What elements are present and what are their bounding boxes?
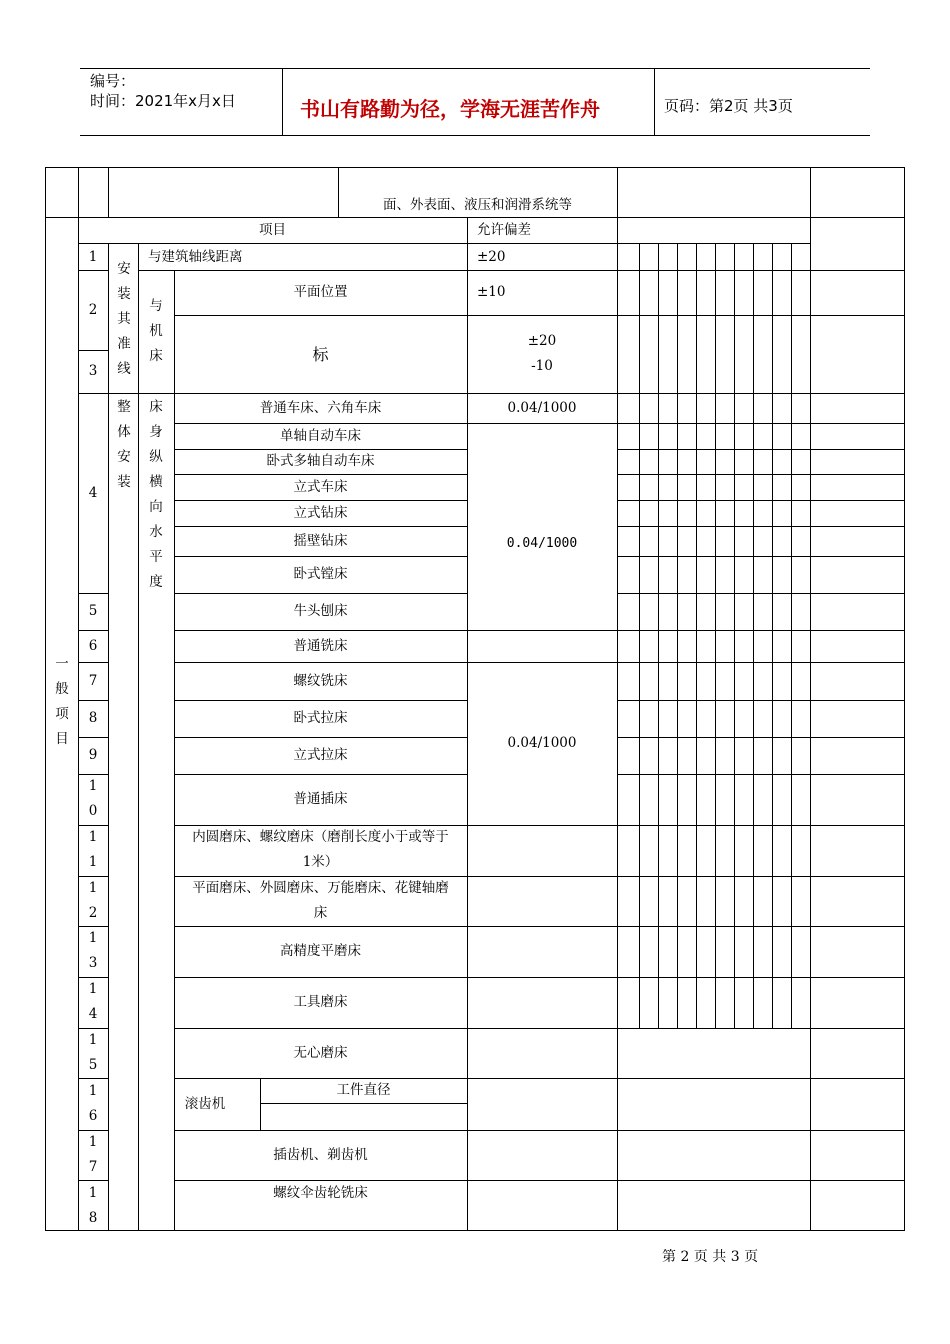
- row2-tol: ±10: [477, 284, 506, 300]
- row3-tol1: ±20: [527, 333, 557, 349]
- row5-no: 5: [88, 603, 98, 619]
- date-label: 时间：2021年x月x日: [90, 92, 236, 110]
- row3-tol2: -10: [531, 358, 553, 374]
- col-header-item: 项目: [259, 222, 286, 238]
- row2-item: 平面位置: [293, 284, 348, 300]
- row4-top-tol: 0.04/1000: [507, 399, 577, 416]
- row4-no: 4: [88, 484, 98, 501]
- row7-no: 7: [88, 672, 98, 689]
- row7-10-tol: 0.04/1000: [507, 735, 577, 751]
- row16-no-1: 1: [88, 1083, 98, 1099]
- row4-item: 卧式多轴自动车床: [266, 453, 375, 469]
- row10-no-2: 0: [88, 803, 98, 819]
- row12-item-line1: 平面磨床、外圆磨床、万能磨床、花键轴磨: [192, 880, 449, 896]
- row11-item-line1: 内圆磨床、螺纹磨床（磨削长度小于或等于: [192, 829, 449, 845]
- row17-item: 插齿机、剃齿机: [273, 1146, 368, 1163]
- row11-no-2: 1: [88, 854, 98, 870]
- row14-no-2: 4: [88, 1006, 98, 1022]
- row11-no-1: 1: [88, 829, 98, 845]
- row15-no-1: 1: [88, 1032, 98, 1048]
- row3-item: 标: [312, 344, 329, 364]
- row12-no-1: 1: [88, 880, 98, 896]
- row1-item: 与建筑轴线距离: [148, 248, 243, 265]
- row12-item-line2: 床: [313, 905, 328, 921]
- col-header-tolerance: 允许偏差: [477, 222, 531, 238]
- row3-no: 3: [88, 363, 98, 379]
- row4-item: 摇壁钻床: [293, 532, 348, 549]
- row15-no-2: 5: [88, 1057, 98, 1073]
- category-label: 一 般 项 目: [55, 656, 69, 747]
- motto: 书山有路勤为径，学海无涯苦作舟: [300, 97, 600, 121]
- row8-item: 卧式拉床: [293, 710, 348, 726]
- row9-no: 9: [88, 747, 98, 763]
- row4-9-tol: 0.04/1000: [506, 535, 578, 551]
- row9-item: 立式拉床: [293, 747, 348, 763]
- row18-no-1: 1: [88, 1185, 98, 1201]
- row6-item: 普通铣床: [293, 637, 348, 654]
- row15-item: 无心磨床: [293, 1044, 348, 1061]
- page-footer: 第 2 页 共 3 页: [662, 1249, 759, 1265]
- row4-top-item: 普通车床、六角车床: [259, 399, 382, 416]
- row4-item: 单轴自动车床: [280, 427, 361, 444]
- row1-tol: ±20: [477, 248, 506, 265]
- row8-no: 8: [88, 710, 98, 726]
- row16-no-2: 6: [88, 1108, 98, 1124]
- row1-no: 1: [88, 248, 98, 265]
- row17-no-1: 1: [88, 1134, 98, 1150]
- row4-item: 立式钻床: [293, 504, 348, 521]
- row18-item: 螺纹伞齿轮铣床: [273, 1185, 368, 1201]
- row13-item: 高精度平磨床: [280, 943, 361, 959]
- group2-label: 整 体 安 装: [117, 399, 131, 490]
- row4-item: 立式车床: [293, 478, 348, 495]
- row13-no-1: 1: [88, 930, 98, 946]
- row2-no: 2: [88, 301, 98, 318]
- row14-no-1: 1: [88, 981, 98, 997]
- page-info: 页码：第2页 共3页: [664, 97, 793, 115]
- row16-sub: 工件直径: [336, 1082, 391, 1098]
- row12-no-2: 2: [88, 905, 98, 921]
- row4-item: 卧式镗床: [293, 566, 348, 582]
- group1-sub: 与 机 床: [149, 298, 163, 364]
- top-row-text: 面、外表面、液压和润滑系统等: [383, 197, 572, 213]
- row5-item: 牛头刨床: [293, 603, 348, 619]
- row7-item: 螺纹铣床: [293, 672, 348, 689]
- row11-item-line2: 1米）: [302, 854, 339, 870]
- row10-item: 普通插床: [293, 791, 348, 807]
- number-label: 编号：: [90, 72, 136, 90]
- group1-label: 安 装 其 准 线: [117, 261, 131, 377]
- row16-item: 滚齿机: [184, 1095, 226, 1112]
- row13-no-2: 3: [88, 955, 98, 971]
- group2-sub: 床 身 纵 横 向 水 平 度: [149, 399, 163, 590]
- row6-no: 6: [88, 637, 98, 654]
- row17-no-2: 7: [88, 1159, 98, 1175]
- row18-no-2: 8: [88, 1210, 98, 1226]
- row14-item: 工具磨床: [293, 994, 348, 1010]
- row10-no-1: 1: [88, 778, 98, 794]
